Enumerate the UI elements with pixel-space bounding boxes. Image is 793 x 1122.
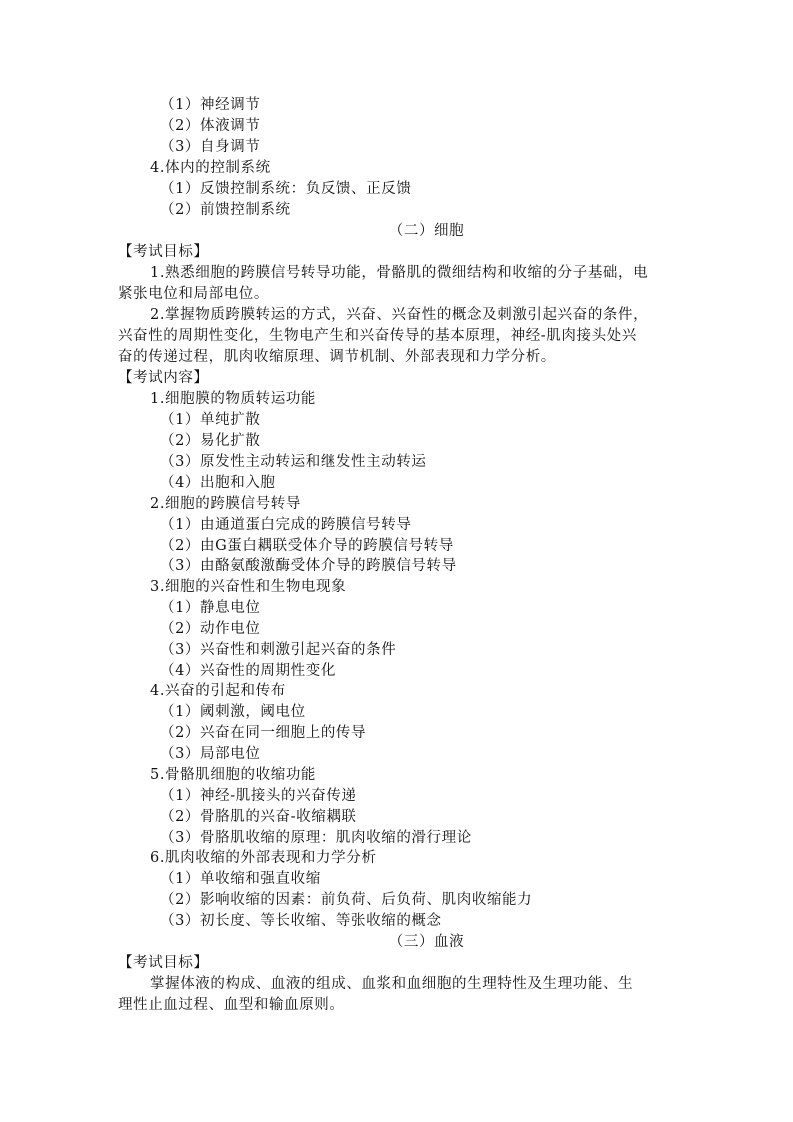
text-line: （2）前馈控制系统 bbox=[160, 202, 291, 218]
paragraph-line: 紧张电位和局部电位。 bbox=[118, 286, 269, 302]
text-line: （3）由酪氨酸激酶受体介导的跨膜信号转导 bbox=[160, 558, 457, 574]
numbered-heading: 5.骨骼肌细胞的收缩功能 bbox=[150, 767, 317, 783]
numbered-heading: 4.体内的控制系统 bbox=[150, 160, 271, 176]
numbered-heading: 1.细胞膜的物质转运功能 bbox=[150, 391, 317, 407]
text-line: （1）神经-肌接头的兴奋传递 bbox=[160, 788, 357, 804]
text-line: （1）静息电位 bbox=[160, 600, 261, 616]
paragraph-line: 2.掌握物质跨膜转运的方式，兴奋、兴奋性的概念及刺激引起兴奋的条件， bbox=[150, 307, 649, 323]
text-line: （2）由G蛋白耦联受体介导的跨膜信号转导 bbox=[160, 538, 454, 554]
text-line: （4）出胞和入胞 bbox=[160, 475, 276, 491]
text-line: （1）反馈控制系统：负反馈、正反馈 bbox=[160, 181, 412, 197]
exam-content-heading: 【考试内容】 bbox=[118, 370, 209, 386]
numbered-heading: 2.细胞的跨膜信号转导 bbox=[150, 496, 301, 512]
text-line: （3）兴奋性和刺激引起兴奋的条件 bbox=[160, 642, 397, 658]
text-line: （3）自身调节 bbox=[160, 139, 261, 155]
text-line: （2）骨胳肌的兴奋-收缩耦联 bbox=[160, 809, 357, 825]
text-line: （1）单纯扩散 bbox=[160, 412, 261, 428]
text-line: （3）原发性主动转运和继发性主动转运 bbox=[160, 454, 427, 470]
text-line: （1）单收缩和强直收缩 bbox=[160, 871, 321, 887]
text-line: （1）由通道蛋白完成的跨膜信号转导 bbox=[160, 517, 412, 533]
paragraph-line: 兴奋性的周期性变化，生物电产生和兴奋传导的基本原理，神经-肌肉接头处兴 bbox=[118, 328, 637, 344]
text-line: （3）局部电位 bbox=[160, 746, 261, 762]
section-title: （二）细胞 bbox=[388, 223, 465, 239]
exam-objective-heading: 【考试目标】 bbox=[118, 244, 209, 260]
text-line: （3）初长度、等长收缩、等张收缩的概念 bbox=[160, 913, 442, 929]
text-line: （1）神经调节 bbox=[160, 97, 261, 113]
paragraph-line: 理性止血过程、血型和输血原则。 bbox=[118, 997, 345, 1013]
numbered-heading: 4.兴奋的引起和传布 bbox=[150, 683, 286, 699]
text-line: （2）动作电位 bbox=[160, 621, 261, 637]
section-title: （三）血液 bbox=[388, 934, 465, 950]
paragraph-line: 奋的传递过程，肌肉收缩原理、调节机制、外部表现和力学分析。 bbox=[118, 349, 556, 365]
numbered-heading: 6.肌肉收缩的外部表现和力学分析 bbox=[150, 850, 377, 866]
numbered-heading: 3.细胞的兴奋性和生物电现象 bbox=[150, 579, 347, 595]
text-line: （2）影响收缩的因素：前负荷、后负荷、肌肉收缩能力 bbox=[160, 892, 533, 908]
paragraph-line: 掌握体液的构成、血液的组成、血浆和血细胞的生理特性及生理功能、生 bbox=[150, 976, 634, 992]
paragraph-line: 1.熟悉细胞的跨膜信号转导功能，骨骼肌的微细结构和收缩的分子基础，电 bbox=[150, 265, 649, 281]
text-line: （2）兴奋在同一细胞上的传导 bbox=[160, 725, 367, 741]
text-line: （2）易化扩散 bbox=[160, 433, 261, 449]
text-line: （3）骨胳肌收缩的原理：肌肉收缩的滑行理论 bbox=[160, 830, 472, 846]
text-line: （1）阈刺激，阈电位 bbox=[160, 704, 306, 720]
text-line: （2）体液调节 bbox=[160, 118, 261, 134]
exam-objective-heading: 【考试目标】 bbox=[118, 955, 209, 971]
text-line: （4）兴奋性的周期性变化 bbox=[160, 663, 336, 679]
